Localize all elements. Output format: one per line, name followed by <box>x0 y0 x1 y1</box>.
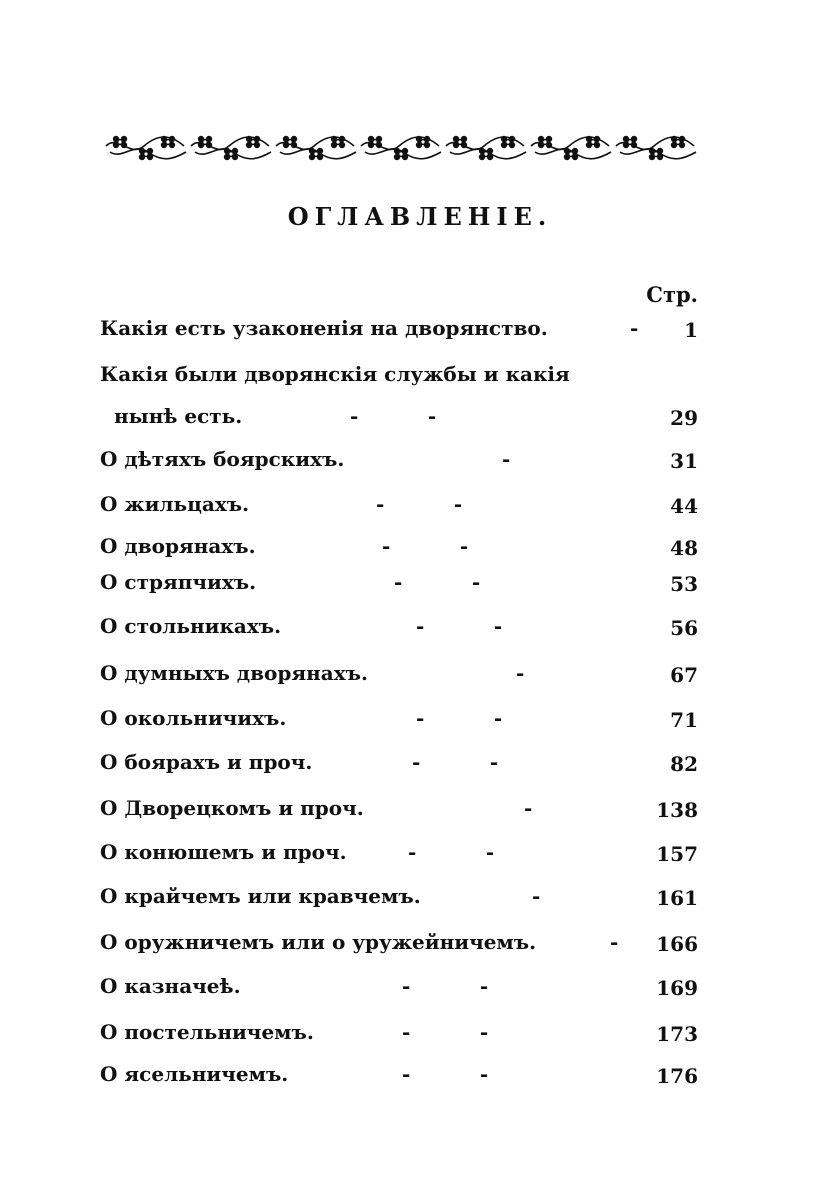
ornament-flower-unit <box>616 137 696 160</box>
floral-ornament-band <box>100 128 700 168</box>
toc-entry-title: О ясельничемъ. <box>100 1062 289 1086</box>
toc-entry <box>100 796 700 826</box>
toc-entry-title: О окольничихъ. <box>100 706 287 730</box>
toc-entry-leader: - - <box>412 750 499 774</box>
toc-entry-leader: - - <box>402 974 489 998</box>
toc-entry-page: 56 <box>670 616 698 640</box>
toc-entry <box>100 614 700 644</box>
toc-entry-page: 169 <box>656 976 698 1000</box>
toc-entry <box>100 1062 700 1092</box>
toc-entry-leader: - - <box>382 534 469 558</box>
toc-entry-title: О оружничемъ или о уружейничемъ. <box>100 930 537 954</box>
toc-entry-leader: - <box>532 884 541 908</box>
toc-entry-page: 71 <box>670 708 698 732</box>
toc-entry-title: О постельничемъ. <box>100 1020 314 1044</box>
ornament-flower-unit <box>106 137 186 160</box>
toc-entry-page: 31 <box>670 449 698 473</box>
toc-entry-page: 138 <box>656 798 698 822</box>
toc-entry-title: О стольникахъ. <box>100 614 282 638</box>
toc-entry-leader: - <box>502 447 511 471</box>
toc-entry-leader: - <box>524 796 533 820</box>
toc-entry-leader: - <box>516 661 525 685</box>
toc-entry <box>100 840 700 870</box>
toc-entry-title: О Дворецкомъ и проч. <box>100 796 364 820</box>
toc-entry-title: О дѣтяхъ боярскихъ. <box>100 447 345 471</box>
toc-entry <box>100 661 700 691</box>
toc-entry-page: 29 <box>670 406 698 430</box>
toc-entry-page: 82 <box>670 752 698 776</box>
ornament-flower-unit <box>191 137 271 160</box>
toc-entry-leader: - - <box>416 614 503 638</box>
toc-entry-page: 176 <box>656 1064 698 1088</box>
page-title: ОГЛАВЛЕНІЕ. <box>287 202 553 231</box>
toc-entry <box>100 447 700 477</box>
toc-entry-title: О стряпчихъ. <box>100 570 257 594</box>
toc-entry <box>100 1020 700 1050</box>
toc-entry-title: нынѣ есть. <box>114 404 243 428</box>
toc-entry-title: Какія были дворянскія службы и какія <box>100 362 570 386</box>
toc-entry-title: О боярахъ и проч. <box>100 750 313 774</box>
toc-entry-page: 173 <box>656 1022 698 1046</box>
toc-entry-page: 157 <box>656 842 698 866</box>
toc-entry-page: 166 <box>656 932 698 956</box>
toc-entry-leader: - - <box>416 706 503 730</box>
toc-entry <box>100 930 700 960</box>
ornament-flower-unit <box>361 137 441 160</box>
toc-entry <box>100 316 700 346</box>
ornament-flower-unit <box>531 137 611 160</box>
toc-entry-title: О казначеѣ. <box>100 974 241 998</box>
toc-entry-title: Какія есть узаконенія на дворянство. <box>100 316 548 340</box>
toc-entry-title: О конюшемъ и проч. <box>100 840 347 864</box>
toc-entry-title: О жильцахъ. <box>100 492 250 516</box>
toc-entry-title: О дворянахъ. <box>100 534 256 558</box>
toc-entry-page: 44 <box>670 494 698 518</box>
toc-entry <box>100 706 700 736</box>
toc-entry-leader: - - <box>394 570 481 594</box>
toc-entry <box>100 404 700 434</box>
toc-entry <box>100 884 700 914</box>
toc-entry <box>100 362 700 392</box>
toc-entry-page: 161 <box>656 886 698 910</box>
toc-entry-leader: - - <box>402 1062 489 1086</box>
toc-entry-leader: - <box>610 930 619 954</box>
toc-entry-page: 67 <box>670 663 698 687</box>
ornament-flower-unit <box>446 137 526 160</box>
toc-entry <box>100 492 700 522</box>
toc-entry <box>100 534 700 564</box>
toc-entry-leader: - - <box>350 404 437 428</box>
toc-entry-leader: - - <box>376 492 463 516</box>
toc-entry-page: 53 <box>670 572 698 596</box>
toc-entry-title: О думныхъ дворянахъ. <box>100 661 368 685</box>
toc-entry-leader: - - <box>402 1020 489 1044</box>
page-column-label: Стр. <box>646 282 698 307</box>
toc-entry <box>100 974 700 1004</box>
toc-entry-page: 1 <box>684 318 698 342</box>
toc-entry <box>100 570 700 600</box>
toc-entry-leader: - <box>630 316 639 340</box>
toc-entry-title: О крайчемъ или кравчемъ. <box>100 884 421 908</box>
ornament-flower-unit <box>276 137 356 160</box>
toc-entry-leader: - - <box>408 840 495 864</box>
toc-entry-page: 48 <box>670 536 698 560</box>
toc-entry <box>100 750 700 780</box>
